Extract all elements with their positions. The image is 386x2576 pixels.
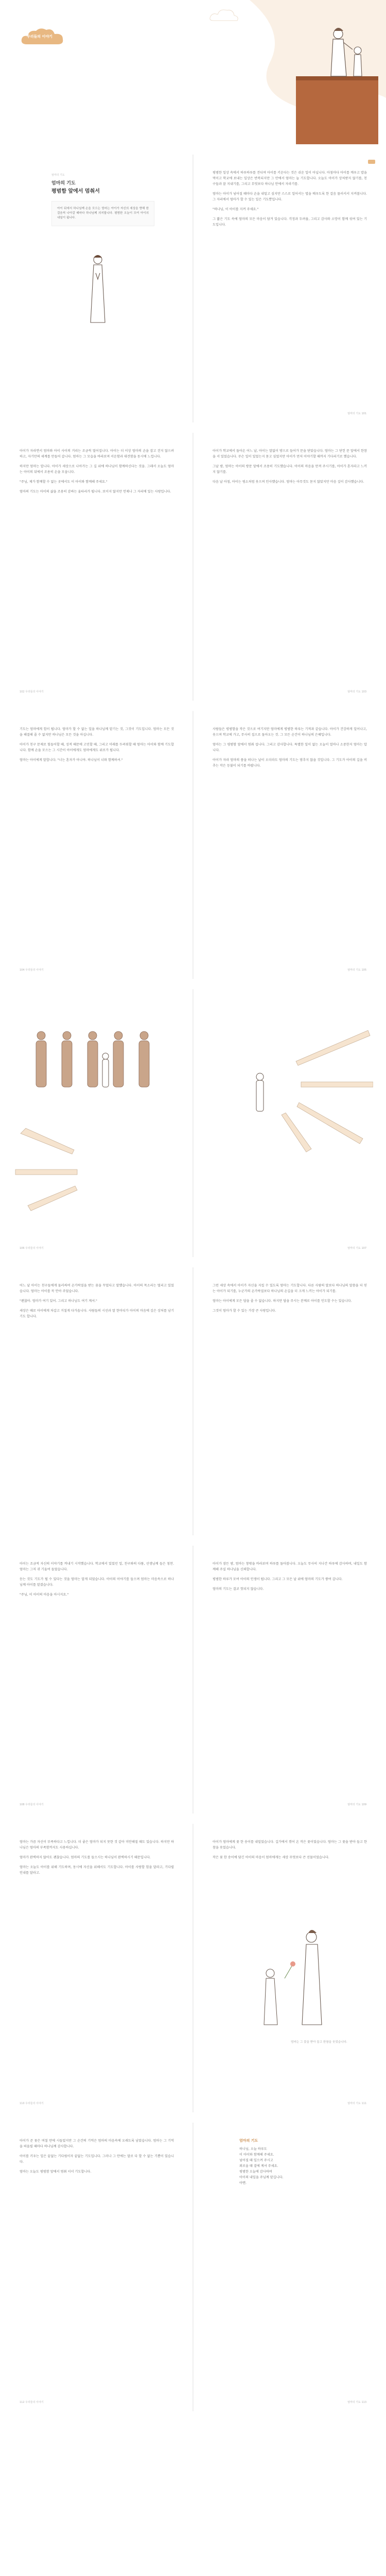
spread-text-2	[0, 433, 386, 701]
epigraph-text: 아이 뒤에서 하나님께 손을 모으는 엄마는 아이가 자신의 세상을 향해 한 걸음씩 나아갈 때마다 하나님께 의지합니다. 평범한 오늘이 모여 아이의 내일이 됩니다.	[57, 207, 149, 219]
text-column	[20, 2138, 174, 2175]
page-number: 104 우리들의 이야기	[20, 969, 44, 972]
page-number: 엄마의 기도 105	[347, 969, 366, 972]
page-number: 102 우리들의 이야기	[20, 690, 44, 693]
child-figure-center	[102, 1053, 109, 1087]
page-left	[0, 2123, 193, 2411]
text-column	[213, 170, 367, 228]
child-figure-center	[256, 1073, 264, 1111]
paragraph: 아이를 키우는 일은 끝없는 기다림이자 끝없는 기도입니다. 그러나 그 안에는 말로 다 할 수 없는 기쁨이 있습니다.	[20, 2155, 174, 2164]
person-silhouette	[87, 1031, 98, 1087]
text-column	[20, 448, 174, 495]
illustration-caption: 엄마는 그 꽃을 받아 들고 한참을 웃었습니다.	[291, 2041, 347, 2044]
paragraph-quote: "괜찮아. 엄마가 여기 있어. 그리고 하나님도 여기 계셔."	[20, 1299, 97, 1303]
page-right	[193, 1546, 386, 1814]
prayer-line: 이 아이와 함께해 주세요.	[239, 2153, 274, 2157]
paragraph-quote: "주님, 제가 함께할 수 없는 곳에서도 이 아이와 함께해 주세요."	[20, 480, 108, 484]
paragraph: 사람들은 평범함을 작은 것으로 여기지만 엄마에게 평범한 하루는 기적과 같습니다. 아이가 건강하게 일어나고, 웃으며 학교에 가고, 무사히 집으로 돌아오는 것. 그 모든 순간이 하나님의 은혜입니다.	[213, 727, 367, 737]
paragraph: 엄마의 기도는 결코 헛되지 않습니다.	[213, 1587, 264, 1591]
prayer-line: 넘어질 때 일으켜 주시고	[239, 2159, 273, 2162]
page-number: 110 우리들의 이야기	[20, 2102, 44, 2105]
page-left	[0, 711, 193, 979]
prayer-line: 아이의 내일을 주님께 맡깁니다.	[239, 2176, 284, 2179]
spread-text-5	[0, 1546, 386, 1814]
page-left	[0, 1267, 193, 1535]
page-marker	[368, 160, 375, 164]
page-number: 엄마의 기도 113	[347, 2401, 366, 2404]
page-right	[193, 433, 386, 701]
spread-illustration-flower	[0, 1824, 386, 2112]
paragraph: 그런 세상 속에서 아이가 자신을 지킬 수 있도록 엄마는 기도합니다. 다른 사람의 말보다 하나님의 말씀을 더 믿는 아이가 되기를, 누군가의 손가락질보다 하나님의 손길을 더 크게 느끼는 아이가 되기를.	[213, 1284, 367, 1293]
cloud-icon	[208, 5, 239, 26]
paragraph: 엄마는 가끔 자신이 부족하다고 느낍니다. 더 좋은 엄마가 되지 못한 것 같아 미안해질 때도 있습니다. 하지만 하나님은 엄마의 부족함까지도 사용하십니다.	[20, 1840, 174, 1850]
person-silhouette	[62, 1031, 72, 1087]
chapter-title-line2: 평범함 앞에서 멈춰서	[51, 189, 100, 194]
paragraph: 아이가 학교에서 돌아온 어느 날, 아이는 말없이 방으로 들어가 문을 닫았습니다. 엄마는 그 닫힌 문 앞에서 한참을 서 있었습니다. 무슨 일이 있었는지 묻고 싶었지만 아이가 먼저 이야기할 때까지 기다리기로 했습니다.	[213, 449, 367, 459]
paragraph: 작은 꽃 한 송이에 담긴 아이의 마음이 엄마에게는 세상 무엇보다 큰 선물이었습니다.	[213, 1856, 329, 1859]
spread-title	[0, 155, 386, 422]
paragraph-quote: "주님, 이 아이의 마음을 아시지요."	[20, 1593, 69, 1597]
paragraph: 그 짧은 기도 속에 엄마의 모든 마음이 담겨 있습니다. 걱정과 두려움, 그리고 감사와 소망이 함께 섞여 있는 기도입니다.	[213, 217, 367, 227]
flower-gift-illustration	[224, 1917, 358, 2030]
page-right	[193, 2123, 386, 2411]
title-right-page	[193, 155, 386, 422]
page-left	[0, 1546, 193, 1814]
prayer-line: 외로울 때 곁에 계셔 주세요.	[239, 2164, 278, 2168]
page-number: 엄마의 기도 111	[347, 2102, 366, 2105]
text-column	[213, 448, 367, 485]
page-right	[193, 1267, 386, 1535]
text-column	[213, 1839, 367, 1860]
paragraph-quote: 엄마는 아이에게 말합니다. "너는 혼자가 아니야. 하나님이 너와 함께하셔."	[20, 758, 123, 762]
prayer-lines	[239, 2146, 342, 2186]
person-silhouette	[36, 1031, 46, 1087]
page-left	[0, 1824, 193, 2112]
chapter-title-line1: 엄마의 기도	[51, 181, 76, 186]
paragraph: 아이는 조금씩 자신의 이야기를 꺼내기 시작했습니다. 학교에서 있었던 일, 친구와의 다툼, 선생님께 들은 칭찬. 엄마는 그저 귀 기울여 들었습니다.	[20, 1562, 174, 1571]
pointing-hands-right-illustration	[198, 1020, 373, 1154]
prayer-line: 하나님, 오늘 하루도	[239, 2147, 267, 2151]
paragraph: 엄마는 오늘도 아이를 위해 기도하며, 동시에 자신을 위해서도 기도합니다. 아이를 사랑할 힘을 달라고, 기다릴 인내를 달라고.	[20, 1866, 174, 1875]
page-number: 엄마의 기도 107	[347, 1247, 366, 1250]
text-column	[20, 726, 174, 763]
crowd-illustration	[10, 1025, 185, 1092]
paragraph: 평범한 일상 속에서 하루하루를 견디며 아이를 키운다는 것은 쉬운 일이 아닙니다. 아침마다 아이를 깨우고 밥을 먹이고 학교에 보내는 일상은 반복되지만 그 안에서 엄마는 늘 기도합니다. 오늘도 아이가 상처받지 않기를, 친구들과 잘 지내기를, 그리고 무엇보다 하나님 안에서 자라기를.	[213, 171, 367, 186]
paragraph: 엄마의 기도는 아이의 삶을 조용히 감싸는 울타리가 됩니다. 보이지 않지만 언제나 그 자리에 있는 사랑입니다.	[20, 490, 171, 494]
page-number: 엄마의 기도 103	[347, 690, 366, 693]
paragraph: 엄마가 완벽하지 않아도 괜찮습니다. 엄마의 기도를 들으시는 하나님이 완벽하시기 때문입니다.	[20, 1856, 151, 1859]
paragraph: 그것이 엄마가 할 수 있는 가장 큰 사랑입니다.	[213, 1309, 276, 1313]
page-right	[193, 711, 386, 979]
page-number: 엄마의 기도 101	[347, 412, 366, 415]
paragraph: 엄마는 아이에게 모든 답을 줄 수 없습니다. 하지만 답을 주시는 분께로 아이를 인도할 수는 있습니다.	[213, 1299, 352, 1303]
prayer-line: 아멘.	[239, 2181, 247, 2185]
section-tag: 엄마의 기도	[51, 174, 65, 177]
paragraph: 듣는 것도 기도가 될 수 있다는 것을 엄마는 알게 되었습니다. 아이의 이야기를 들으며 엄마는 마음속으로 하나님께 아이를 맡겼습니다.	[20, 1578, 174, 1587]
title-left-page	[0, 155, 193, 422]
text-column	[213, 726, 367, 769]
spread-illustration-crowd	[0, 989, 386, 1257]
spread-text-4	[0, 1267, 386, 1535]
paragraph: 어느 날 아이는 친구들에게 둘러싸여 손가락질을 받는 꿈을 꾸었다고 말했습니다. 아이의 목소리는 떨리고 있었습니다. 엄마는 아이를 꼭 안아 주었습니다.	[20, 1284, 174, 1293]
pointing-hands-left-illustration	[10, 1118, 185, 1221]
paragraph: 아이가 잠든 밤, 엄마는 창밖을 바라보며 하루를 돌아봅니다. 오늘도 무사히 지나간 하루에 감사하며, 내일도 함께해 주실 하나님을 신뢰합니다.	[213, 1562, 367, 1571]
paragraph: 아이가 준 꽃은 며칠 만에 시들었지만 그 순간의 기억은 엄마의 마음속에 오래도록 남았습니다. 엄마는 그 기억을 떠올릴 때마다 하나님께 감사합니다.	[20, 2139, 174, 2148]
page-number: 112 우리들의 이야기	[20, 2401, 44, 2404]
badge-text: 우리들의 이야기	[27, 35, 52, 39]
epigraph-box	[51, 201, 154, 226]
paragraph: 그날 밤, 엄마는 아이의 방문 앞에서 조용히 기도했습니다. 아이의 마음을 만져 주시기를, 아이가 혼자라고 느끼지 않기를.	[213, 465, 367, 474]
prayer-line: 평범한 오늘에 감사하며	[239, 2170, 272, 2174]
person-silhouette	[139, 1031, 149, 1087]
paragraph: 평범한 하루가 모여 아이의 인생이 됩니다. 그리고 그 모든 날 위에 엄마의 기도가 쌓여 갑니다.	[213, 1578, 343, 1581]
text-column	[20, 1283, 174, 1319]
flower-icon	[285, 1961, 295, 1978]
page-left	[0, 433, 193, 701]
paragraph: 아이가 자라 엄마의 품을 떠나는 날이 오더라도 엄마의 기도는 멈추지 않을 것입니다. 그 기도가 아이의 길을 비추는 작은 등불이 되기를 바랍니다.	[213, 758, 367, 768]
text-column	[213, 1561, 367, 1592]
page-number: 엄마의 기도 109	[347, 1803, 366, 1806]
mother-figure	[302, 1932, 322, 2025]
praying-woman-illustration	[82, 252, 113, 325]
spread-closing-prayer	[0, 2123, 386, 2411]
person-silhouette	[113, 1031, 124, 1087]
page-left	[0, 989, 193, 1257]
page-right	[193, 989, 386, 1257]
paragraph: 하지만 엄마는 압니다. 아이가 세상으로 나아가는 그 길 위에 하나님이 함께하신다는 것을. 그래서 오늘도 엄마는 아이의 뒤에서 조용히 손을 모읍니다.	[20, 465, 174, 474]
paragraph-quote: "하나님, 이 아이를 지켜 주세요."	[213, 208, 259, 211]
page-number: 108 우리들의 이야기	[20, 1803, 44, 1806]
paragraph: 엄마는 그 평범함 앞에서 멈춰 섭니다. 그리고 감사합니다. 특별한 일이 없는 오늘이 얼마나 소중한지 엄마는 압니다.	[213, 743, 367, 752]
child-figure	[264, 1969, 277, 2025]
text-column	[20, 1839, 174, 1876]
prayer-title: 엄마의 기도	[239, 2139, 258, 2143]
paragraph: 아이가 친구 문제로 힘들어할 때, 성적 때문에 고민할 때, 그리고 미래를 두려워할 때 엄마는 아이와 함께 기도합니다. 함께 손을 모으는 그 시간이 아이에게도 엄마에게도 위로가 됩니다.	[20, 743, 174, 752]
spread-text-3	[0, 711, 386, 979]
text-column	[213, 1283, 367, 1314]
child-figure	[354, 47, 362, 76]
page-right	[193, 1824, 386, 2112]
text-column	[20, 1561, 174, 1598]
paragraph: 엄마는 오늘도 평범함 앞에서 멈춰 서서 기도합니다.	[20, 2170, 92, 2174]
prayer-box	[239, 2138, 342, 2186]
paragraph: 아이가 자라면서 엄마와 아이 사이의 거리는 조금씩 멀어집니다. 아이는 더 이상 엄마의 손을 잡고 걷지 않으려 하고, 자기만의 세계를 만들어 갑니다. 엄마는 그 모습을 바라보며 서운함과 대견함을 동시에 느낍니다.	[20, 449, 174, 459]
paragraph: 엄마는 아이가 넘어질 때마다 손을 내밀고 싶지만 스스로 일어서는 법을 배우도록 한 걸음 물러서서 지켜봅니다. 그 자리에서 엄마가 할 수 있는 일은 기도뿐입니다.	[213, 192, 367, 201]
page-number: 106 우리들의 이야기	[20, 1247, 44, 1250]
paragraph: 다음 날 아침, 아이는 평소처럼 웃으며 인사했습니다. 엄마는 아무것도 묻지 않았지만 마음 깊이 감사했습니다.	[213, 480, 364, 484]
paragraph: 기도는 엄마에게 힘이 됩니다. 엄마가 할 수 없는 일을 하나님께 맡기는 것, 그것이 기도입니다. 엄마는 모든 것을 해결해 줄 수 없지만 하나님은 모든 것을 아십니다.	[20, 727, 174, 737]
paragraph: 세상은 때로 아이에게 차갑고 거칠게 다가옵니다. 사람들의 시선과 말 한마디가 아이의 마음에 깊은 상처를 남기기도 합니다.	[20, 1309, 174, 1318]
paragraph: 아이가 엄마에게 꽃 한 송이를 내밀었습니다. 길가에서 꺾어 온 작은 꽃이었습니다. 엄마는 그 꽃을 받아 들고 한참을 웃었습니다.	[213, 1840, 367, 1850]
